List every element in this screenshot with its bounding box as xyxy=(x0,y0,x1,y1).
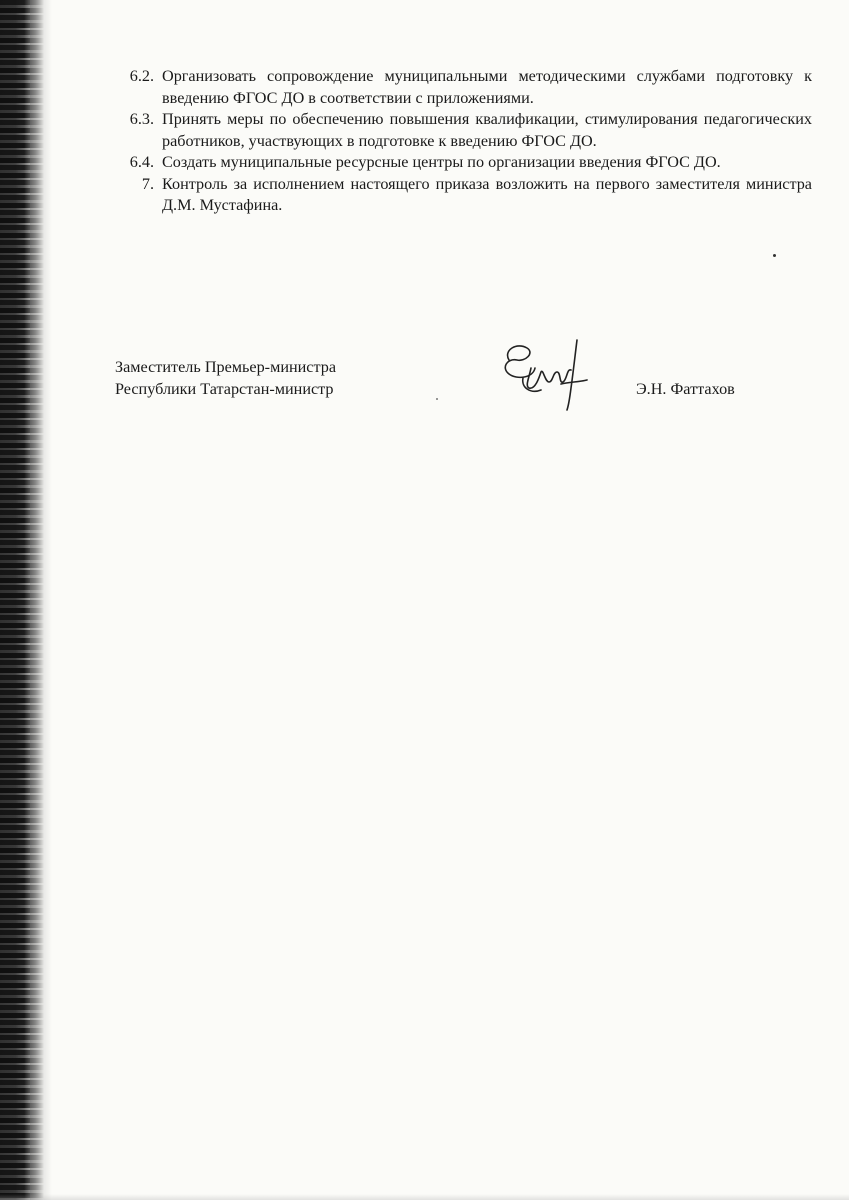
item-number: 6.3. xyxy=(129,110,154,128)
scan-edge-fade xyxy=(30,0,52,1200)
signatory-position-line-1: Заместитель Премьер-министра xyxy=(115,358,337,376)
item-text: Организовать сопровождение муниципальными методическими службами подготовку к введению ФГОС ДО в соответствии с приложениями. xyxy=(162,67,812,107)
order-items-list xyxy=(112,66,812,217)
item-text: Контроль за исполнением настоящего приказа возложить на первого заместителя министра Д.М. Мустафина. xyxy=(162,174,812,214)
item-text: Принять меры по обеспечению повышения квалификации, стимулирования педагогических работников, участвующих в подготовке к введению ФГОС ДО. xyxy=(162,110,812,150)
item-text: Создать муниципальные ресурсные центры по организации введения ФГОС ДО. xyxy=(162,153,721,171)
item-number: 7. xyxy=(141,174,154,193)
order-item-7 xyxy=(112,174,812,217)
ink-speck xyxy=(436,398,438,400)
ink-speck xyxy=(773,254,776,257)
handwritten-signature xyxy=(495,338,595,418)
scan-bottom-edge xyxy=(0,1194,849,1200)
signatory-position xyxy=(115,356,336,400)
signatory-position-line-2: Республики Татарстан-министр xyxy=(115,380,334,398)
signatory-name: Э.Н. Фаттахов xyxy=(636,380,735,398)
item-number: 6.4. xyxy=(129,153,154,171)
item-number: 6.2. xyxy=(129,67,154,85)
order-item-6-3 xyxy=(112,109,812,152)
order-item-6-4 xyxy=(112,152,812,174)
order-item-6-2 xyxy=(112,66,812,109)
